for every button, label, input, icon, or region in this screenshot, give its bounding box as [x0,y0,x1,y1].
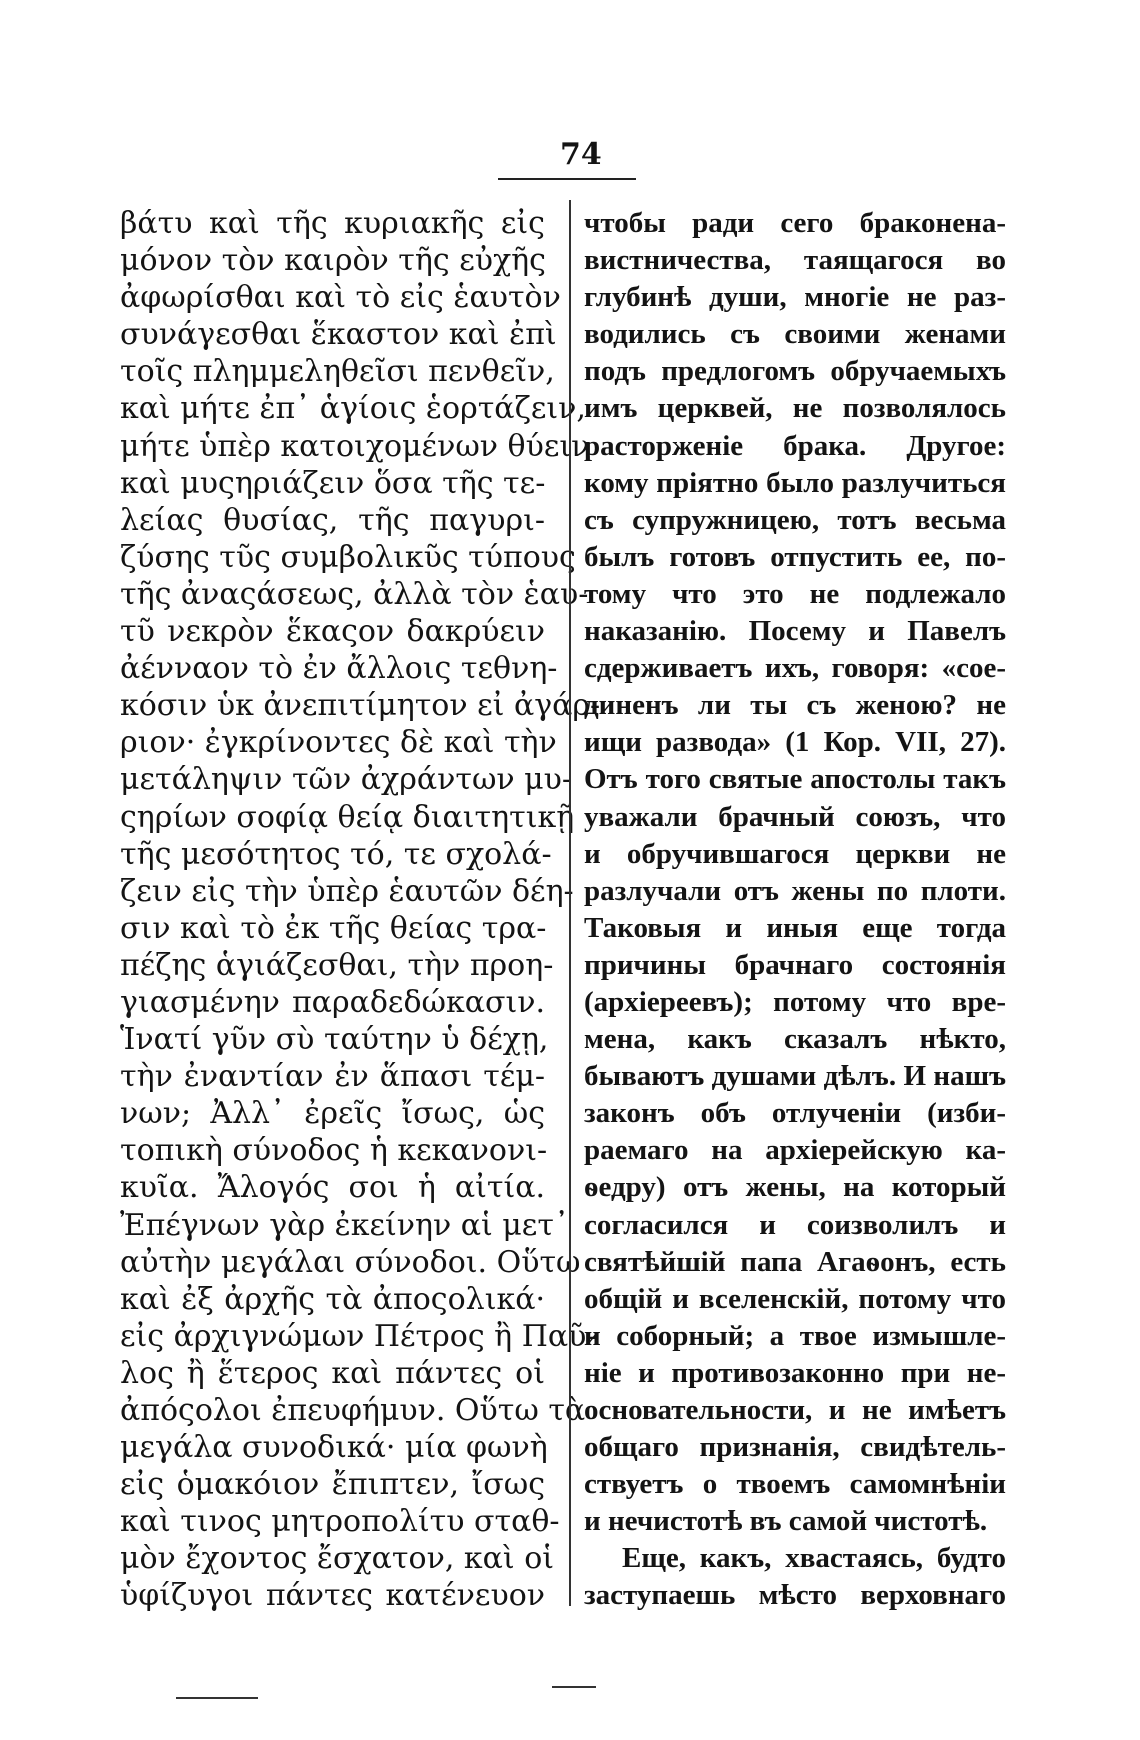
russian-line: водились съ своими женами [584,318,1006,351]
russian-line: раемаго на архіерейскую ка- [584,1134,1006,1167]
greek-line: τοῖς πλημμεληθεῖσι πενθεῖν, [120,354,555,390]
greek-line: τῆς ἀναςάσεως, ἀλλὰ τὸν ἑαυ- [120,576,589,612]
russian-line: основательности, и не имѣетъ [584,1394,1006,1426]
russian-line: (архіереевъ); потому что вре- [584,985,1006,1018]
greek-text-column [120,205,601,1615]
greek-line: ἀπόςολοι ἐπευφήμυν. Οὕτω τὰ [120,1393,586,1428]
greek-line: καὶ τινος μητροπολίτυ σταθ- [120,1504,560,1540]
russian-line: разлучали отъ жены по плоти. [584,874,1006,907]
russian-line: уважали брачный союзъ, что [584,800,1006,833]
russian-line: былъ готовъ отпустить ее, по- [584,540,1006,573]
greek-line: μήτε ὑπὲρ κατοιχομένων θύειν [120,428,590,464]
russian-line: и нечистотѣ въ самой чистотѣ. [584,1505,988,1538]
greek-line: πέζης ἁγιάζεσθαι, τὴν προη- [120,947,554,983]
greek-line: ὑφίζυγοι πάντες κατένευον [120,1578,545,1614]
greek-line: καὶ ἐξ ἀρχῆς τὰ ἀποςολικά· [120,1281,545,1317]
russian-line: и обручившагося церкви не [584,837,1006,870]
greek-line: νων; Ἀλλ᾽ ἐρεῖς ἴσως, ὡς [120,1096,545,1132]
russian-line: расторженіе брака. Другое: [584,429,1006,462]
russian-line: Таковыя и иныя еще тогда [584,911,1006,944]
russian-line: подъ предлогомъ обручаемыхъ [584,355,1006,388]
greek-line: καὶ μυςηριάζειν ὅσα τῆς τε- [120,465,546,501]
greek-line: τοπικὴ σύνοδος ἡ κεκανονι- [120,1133,548,1169]
russian-line: имъ церквей, не позволялось [584,392,1006,425]
greek-line: εἰς ἀρχιγνώμων Πέτρος ἢ Παῦ- [120,1318,597,1354]
russian-line: бываютъ душами дѣлъ. И нашъ [584,1060,1006,1093]
greek-line: Ἐπέγνων γὰρ ἐκείνην αἱ μετ᾽ [120,1207,569,1243]
greek-line: ριον· ἐγκρίνοντες δὲ καὶ τὴν [120,725,557,761]
greek-line: ἀφωρίσθαι καὶ τὸ εἰς ἑαυτὸν [120,280,561,316]
greek-line: τὴν ἐναντίαν ἐν ἅπασι τέμ- [120,1059,545,1095]
greek-line: τῆς μεσότητος τό, τε σχολά- [120,836,552,872]
russian-line: вистничества, таящагося во [584,244,1006,277]
signature-mark-rule [176,1697,258,1699]
russian-line: Еще, какъ, хвастаясь, будто [622,1542,1006,1575]
greek-line: μετάληψιν τῶν ἀχράντων μυ- [120,762,573,798]
russian-line: причины брачнаго состоянія [584,948,1006,981]
russian-line: ѳедру) отъ жены, на который [584,1171,1006,1204]
russian-line: тому что это не подлежало [584,577,1006,610]
page-number: 74 [560,137,602,172]
greek-line: λος ἢ ἕτερος καὶ πάντες οἱ [120,1355,545,1391]
greek-line: συνάγεσθαι ἕκαστον καὶ ἐπὶ [120,317,557,353]
footer-rule [552,1686,596,1688]
russian-line: согласился и соизволилъ и [584,1208,1006,1241]
greek-line: λείας θυσίας, τῆς παγυρι- [120,502,545,538]
greek-line: ζύσης τῦς συμβολικῦς τύπους [120,539,576,575]
greek-line: ζειν εἰς τὴν ὑπὲρ ἑαυτῶν δέη- [120,873,574,909]
greek-line: καὶ μήτε ἐπ᾽ ἁγίοις ἑορτάζειν, [120,391,586,427]
russian-line: заступаешь мѣсто верховнаго [584,1579,1006,1612]
russian-line: чтобы ради сего браконена- [584,207,1006,239]
greek-line: κόσιν ὑκ ἀνεπιτίμητον εἰ ἀγάρ- [120,688,601,724]
russian-line: общій и вселенскій, потому что [584,1282,1006,1315]
russian-line: наказанію. Посему и Павелъ [584,615,1006,648]
russian-line: и соборный; а твое измышле- [584,1319,1006,1352]
column-divider [569,200,571,1606]
header-rule [498,178,636,180]
greek-line: σιν καὶ τὸ ἐκ τῆς θείας τρα- [120,910,547,946]
russian-line: кому пріятно было разлучиться [584,466,1006,499]
russian-line: диненъ ли ты съ женою? не [584,689,1006,722]
greek-line: Ἱνατί γῦν σὺ ταύτην ὑ δέχῃ, [120,1022,549,1058]
russian-line: сдерживаетъ ихъ, говоря: «сое- [584,652,1006,685]
russian-line: съ супружницею, тотъ весьма [584,503,1006,536]
greek-line: εἰς ὁμακόιον ἔπιπτεν, ἴσως [120,1467,545,1503]
greek-line: τῦ νεκρὸν ἕκαςον δακρύειν [120,614,545,650]
russian-line: ніе и противозаконно при не- [584,1356,1006,1389]
russian-line: мена, какъ сказалъ нѣкто, [584,1023,1006,1056]
greek-line: ἀένναον τὸ ἐν ἄλλοις τεθνη- [120,651,558,687]
greek-line: ςηρίων σοφίᾳ θείᾳ διαιτητικῇ [120,799,575,835]
russian-line: ищи развода» (1 Кор. VII, 27). [584,726,1006,759]
russian-line: глубинѣ души, многіе не раз- [584,281,1006,314]
greek-line: κυῖα. Ἄλογός σοι ἡ αἰτία. [120,1170,545,1206]
greek-line: βάτυ καὶ τῆς κυριακῆς εἰς [120,206,545,241]
greek-line: γιασμένην παραδεδώκασιν. [120,984,545,1020]
greek-line: μεγάλα συνοδικά· μία φωνὴ [120,1430,548,1466]
russian-line: святѣйшій папа Агаѳонъ, есть [584,1245,1006,1278]
greek-line: μόνον τὸν καιρὸν τῆς εὐχῆς [120,243,546,279]
russian-line: законъ объ отлученіи (изби- [584,1097,1006,1130]
russian-text-column [584,205,1006,1615]
greek-line: αὐτὴν μεγάλαι σύνοδοι. Οὕτω [120,1244,581,1280]
russian-line: Отъ того святые апостолы такъ [584,763,1006,796]
greek-line: μὸν ἔχοντος ἔσχατον, καὶ οἱ [120,1541,555,1577]
russian-line: общаго признанія, свидѣтель- [584,1431,1006,1464]
russian-line: ствуетъ о твоемъ самомнѣніи [584,1468,1006,1501]
